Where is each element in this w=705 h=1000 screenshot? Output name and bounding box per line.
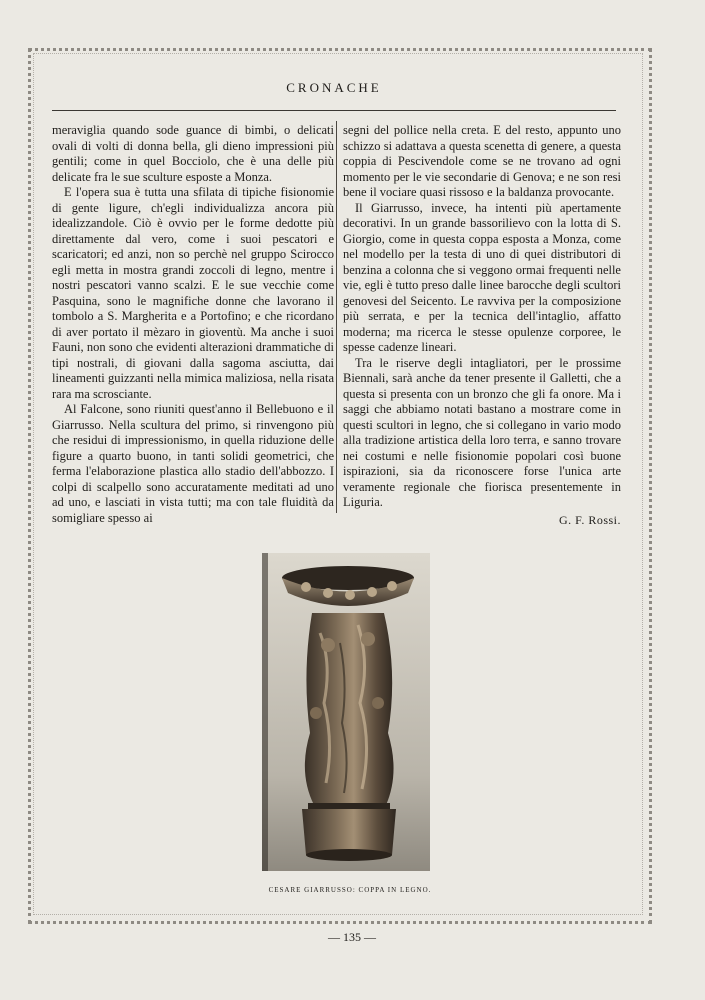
paragraph: E l'opera sua è tutta una sfilata di tipiche fisionomie di gente ligure, ch'egli individualizza ancora più idealizzandole. Ciò è ovvio per le forme dedotte più direttamente dal vero, come i suoi pescatori e scaricatori; ed anzi, non so perchè nel gruppo Scirocco egli metta in mostra grandi zoccoli di legno, mentre i nostri pescatori vanno scalzi. E le sue vecchie come Pasquina, sono le magnifiche donne che lavorano il tombolo a S. Margherita e a Portofino; e che ricordano di aver portato il mèzaro in gioventù. Ma anche i suoi Fauni, non sono che evidenti alterazioni drammatiche di tipi nostrali, di giovani dalla sagoma asciutta, dai lineamenti guizzanti nella mimica maliziosa, nella risata rara ma scrosciante.: [52, 185, 334, 401]
sculpture-photo: [262, 553, 430, 871]
page-number: — 135 —: [328, 930, 376, 944]
paragraph: Al Falcone, sono riuniti quest'anno il Bellebuono e il Giarrusso. Nella scultura del primo, si rinvengono più che residui di impressionismo, in quella riduzione delle figure a quarto buono, in tanti solidi geometrici, che ferma l'elaborazione plastica allo stadio dell'abbozzo. I colpi di scalpello sono accuratamente meditati ad uno ad uno, e lasciati in vista tutti; ma con tale fluidità da somigliare spesso ai: [52, 402, 334, 525]
header-title: CRONACHE: [286, 80, 382, 95]
paragraph: meraviglia quando sode guance di bimbi, o delicati ovali di volti di donna bella, gli dieno impressioni più gentili; come in quel Bocciolo, che è una delle più delicate fra le sue sculture esposte a Monza.: [52, 123, 334, 184]
left-column: [52, 123, 334, 526]
figure-caption: CESARE GIARRUSSO: COPPA IN LEGNO.: [268, 886, 432, 894]
column-divider: [336, 121, 337, 513]
carved-cup-illustration: [262, 553, 430, 871]
paragraph: Tra le riserve degli intagliatori, per le prossime Biennali, sarà anche da tener presente il Galletti, che a questa si presenta con un bronzo che gli fa onore. Ma i saggi che abbiamo notati bastano a mostrare come in questi scultori in legno, che si collegano in vario modo alla tradizione artistica della loro terra, e sanno trovare nei costumi e nelle fisionomie popolari così buone ispirazioni, sia da riconoscere forse l'unica arte veramente regionale che fiorisca presentemente in Liguria.: [343, 355, 621, 509]
running-header: [52, 80, 616, 111]
author-signature: G. F. Rossi.: [558, 512, 621, 527]
paragraph: segni del pollice nella creta. E del resto, appunto uno schizzo si adattava a questa scenetta di genere, a questa coppia di Pescivendole come se ne trovano ad ogni momento per le vie secondarie di Genova; e ne son resi bene il vociare quasi rissoso e la baldanza provocante.: [343, 123, 621, 199]
paragraph: Il Giarrusso, invece, ha intenti più apertamente decorativi. In un grande bassorilievo con la lotta di S. Giorgio, come in questa coppa esposta a Monza, come nel modello per la testa di uno di quei distributori di benzina a colonna che si veggono ormai frequenti nelle vie, egli è tutto preso dalle linee barocche degli scultori genovesi del Seicento. Le ravviva per la composizione più serrata, e per la tecnica dell'intaglio, affatto moderna; ma ricerca le stesse opulenze corporee, le spesse cadenze lineari.: [343, 200, 621, 354]
right-column: [343, 123, 621, 528]
